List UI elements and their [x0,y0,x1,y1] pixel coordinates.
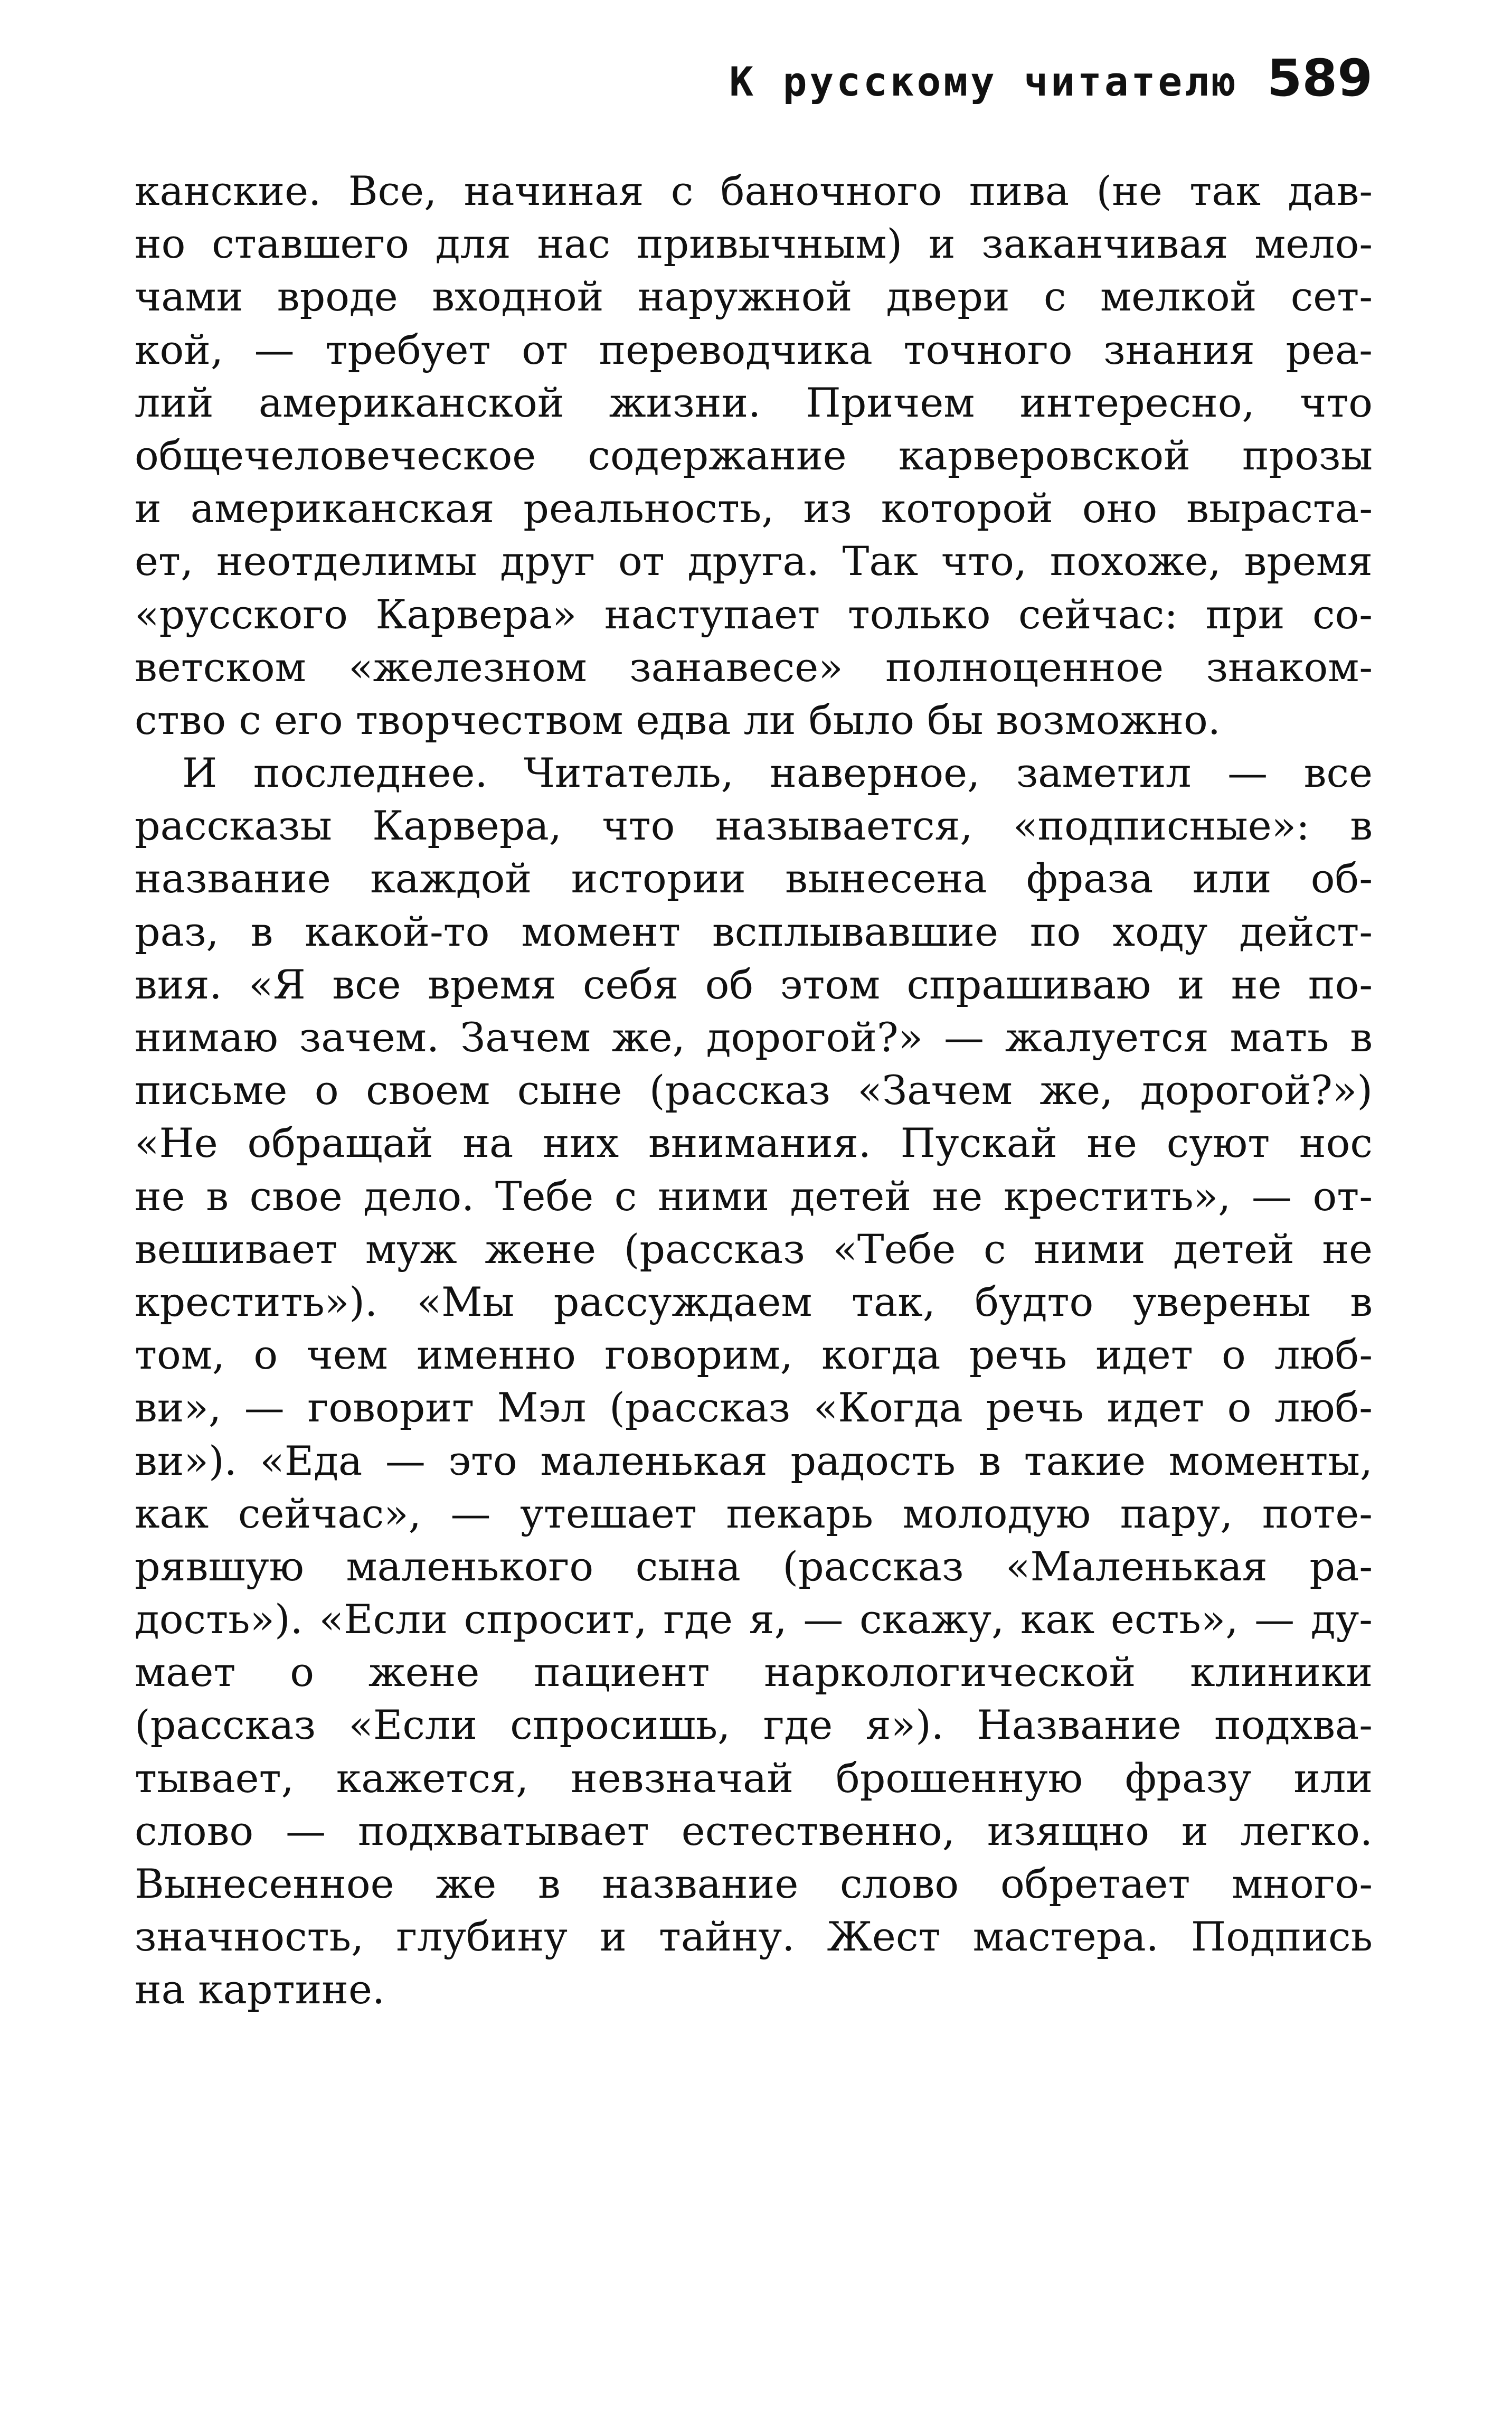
text-line: слово — подхватывает естественно, изящно и легко. [135,1807,1373,1854]
text-line: И последнее. Читатель, наверное, заметил — все [182,749,1373,797]
page-number: 589 [1267,49,1373,108]
text-line: рявшую маленького сына (рассказ «Маленькая ра- [135,1542,1373,1590]
text-line: (рассказ «Если спросишь, где я»). Название подхва- [135,1701,1373,1749]
text-line: название каждой истории вынесена фраза или об- [135,855,1373,902]
paragraph-2 [135,747,1373,2017]
text-line: мает о жене пациент наркологической клиники [135,1648,1373,1696]
text-line: чами вроде входной наружной двери с мелкой сет- [135,273,1373,321]
text-line: на картине. [135,1966,385,2013]
text-line: но ставшего для нас привычным) и заканчивая мело- [135,220,1373,268]
body-text [135,165,1373,2017]
text-line: ви»). «Еда — это маленькая радость в такие моменты, [135,1437,1373,1484]
paragraph-1 [135,165,1373,747]
text-line: как сейчас», — утешает пекарь молодую пару, поте- [135,1490,1373,1537]
running-title: К русскому читателю [729,58,1239,105]
text-line: не в свое дело. Тебе с ними детей не крестить», — от- [135,1172,1373,1220]
text-line: дость»). «Если спросит, где я, — скажу, как есть», — ду- [135,1596,1373,1643]
text-line: письме о своем сыне (рассказ «Зачем же, дорогой?») [135,1067,1373,1114]
text-line: Вынесенное же в название слово обретает много- [135,1860,1373,1907]
text-line: тывает, кажется, невзначай брошенную фразу или [135,1754,1373,1802]
text-line: общечеловеческое содержание карверовской прозы [135,431,1373,479]
text-line: том, о чем именно говорим, когда речь идет о люб- [135,1331,1373,1379]
text-line: рассказы Карвера, что называется, «подписные»: в [135,802,1373,850]
running-head [135,49,1373,112]
text-line: нимаю зачем. Зачем же, дорогой?» — жалуется мать в [135,1014,1373,1061]
text-line: вешивает муж жене (рассказ «Тебе с ними детей не [135,1225,1373,1273]
text-line: раз, в какой-то момент всплывавшие по ходу дейст- [135,908,1373,955]
text-line: и американская реальность, из которой оно выраста- [135,485,1373,532]
text-line: ет, неотделимы друг от друга. Так что, похоже, время [135,538,1373,585]
text-line: канские. Все, начиная с баночного пива (не так дав- [135,167,1373,214]
text-line: «Не обращай на них внимания. Пускай не суют нос [135,1119,1373,1167]
text-line: вия. «Я все время себя об этом спрашиваю и не по- [135,960,1373,1008]
text-line: кой, — требует от переводчика точного знания реа- [135,326,1373,373]
text-line: «русского Карвера» наступает только сейчас: при со- [135,590,1373,638]
text-line: ветском «железном занавесе» полноценное знаком- [135,643,1373,691]
text-line: лий американской жизни. Причем интересно, что [135,379,1373,426]
text-line: крестить»). «Мы рассуждаем так, будто уверены в [135,1278,1373,1325]
text-line: значность, глубину и тайну. Жест мастера. Подпись [135,1913,1373,1961]
text-line: ство с его творчеством едва ли было бы возможно. [135,696,1221,743]
text-line: ви», — говорит Мэл (рассказ «Когда речь идет о люб- [135,1384,1373,1431]
